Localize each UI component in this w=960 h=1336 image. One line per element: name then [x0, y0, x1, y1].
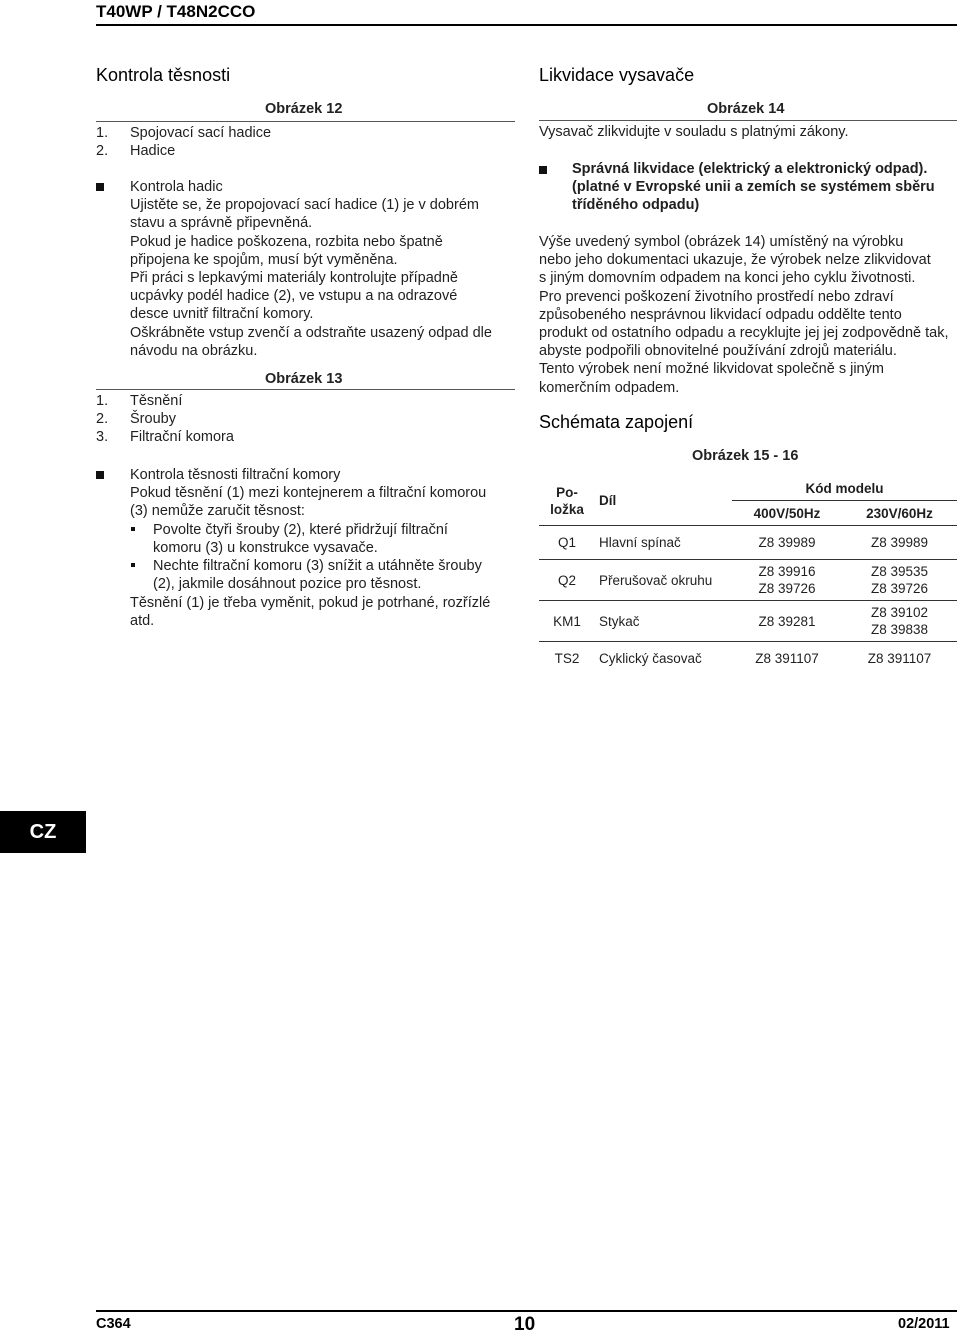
- table-row: Q1 Hlavní spínač Z8 39989 Z8 39989: [539, 526, 957, 560]
- figure-13-label: Obrázek 13: [265, 371, 343, 387]
- page-number: 10: [514, 1314, 536, 1335]
- sub-item-lower-chamber: Nechte filtrační komoru (3) snížit a utáhněte šrouby (2), jakmile dosáhnout pozice pro těsnost.: [153, 558, 482, 593]
- document-title: T40WP / T48N2CCO: [96, 2, 256, 21]
- table-row: Q2 Přerušovač okruhu Z8 39916 Z8 39726 Z8 39535 Z8 39726: [539, 560, 957, 601]
- parts-table: [539, 476, 957, 675]
- list-item: 1. Spojovací sací hadice: [96, 125, 272, 141]
- figure-12-rule: [96, 121, 515, 122]
- list-item: 2. Hadice: [96, 143, 176, 160]
- hose-check-text: Kontrola hadic Ujistěte se, že propojovací sací hadice (1) je v dobrém stavu a správně připevněná. Pokud je hadice poškozena, rozbita nebo špatně připojena ke spojům, musí být vyměněna. Při práci s lepkavými materiály kontrolujte případně ucpávky podél hadice (2), ve vstupu a na odrazové desce uvnitř filtrační komory. Oškrábněte vstup zvenčí a odstraňte usazený odpad dle návodu na obrázku.: [130, 179, 492, 359]
- list-item: 3. Filtrační komora: [96, 429, 234, 446]
- header-position: Po- ložka: [550, 484, 584, 517]
- figure-12-label: Obrázek 12: [265, 101, 343, 117]
- figure-12-list: [96, 124, 516, 160]
- section-title-leak-check: Kontrola těsnosti: [96, 65, 231, 85]
- list-item: 2. Šrouby: [96, 411, 176, 428]
- figure-13-list: [96, 392, 516, 447]
- sub-item-loosen-screws: Povolte čtyři šrouby (2), které přidržují filtrační komoru (3) u konstrukce vysavače.: [153, 522, 448, 557]
- filter-chamber-check-text: Kontrola těsnosti filtrační komory Pokud těsnění (1) mezi kontejnerem a filtrační komorou (3) nemůže zaručit těsnost:: [130, 467, 487, 520]
- section-title-wiring: Schémata zapojení: [539, 412, 694, 432]
- bullet-icon: [539, 166, 547, 174]
- section-title-disposal: Likvidace vysavače: [539, 65, 695, 85]
- header-model-code: Kód modelu: [732, 476, 957, 501]
- header-230v: 230V/60Hz: [866, 505, 933, 521]
- seal-replace-note: Těsnění (1) je třeba vyměnit, pokud je potrhané, rozřízlé atd.: [130, 595, 491, 630]
- disposal-paragraph: Výše uvedený symbol (obrázek 14) umístěný na výrobku nebo jeho dokumentaci ukazuje, že výrobek nelze zlikvidovat s jiným domovním odpadem na konci jeho cyklu životnosti. Pro prevenci poškození životního prostředí nebo zdraví způsobeného nesprávnou likvidací odpadu oddělte tento produkt od ostatního odpadu a recyklujte jej jej zodpovědně tak, abyste podpořili obnovitelné používání zdrojů materiálu. Tento výrobek není možné likvidovat společně s jiným komerčním odpadem.: [539, 234, 949, 396]
- figure-14-label: Obrázek 14: [707, 101, 785, 117]
- header-rule: [96, 24, 957, 26]
- header-part: Díl: [599, 493, 617, 508]
- header-400v: 400V/50Hz: [753, 505, 821, 521]
- bullet-icon: [96, 471, 104, 479]
- figure-13-rule: [96, 389, 515, 390]
- sub-bullet-icon: [131, 527, 135, 531]
- table-row: KM1 Stykač Z8 39281 Z8 39102 Z8 39838: [539, 601, 957, 642]
- figure-14-rule: [539, 120, 957, 121]
- bullet-icon: [96, 183, 104, 191]
- footer-rule: [96, 1310, 957, 1312]
- table-row: TS2 Cyklický časovač Z8 391107 Z8 391107: [539, 642, 957, 676]
- weee-notice: Správná likvidace (elektrický a elektronický odpad). (platné v Evropské unii a zemích se systémem sběru tříděného odpadu): [572, 161, 935, 214]
- figure-15-16-label: Obrázek 15 - 16: [692, 448, 799, 464]
- sub-bullet-icon: [131, 563, 135, 567]
- disposal-intro: Vysavač zlikvidujte v souladu s platnými zákony.: [539, 124, 849, 140]
- list-item: 1. Těsnění: [96, 393, 183, 409]
- language-tab: CZ: [0, 811, 86, 853]
- footer-date: 02/2011: [898, 1316, 950, 1332]
- footer-doc-code: C364: [96, 1316, 131, 1332]
